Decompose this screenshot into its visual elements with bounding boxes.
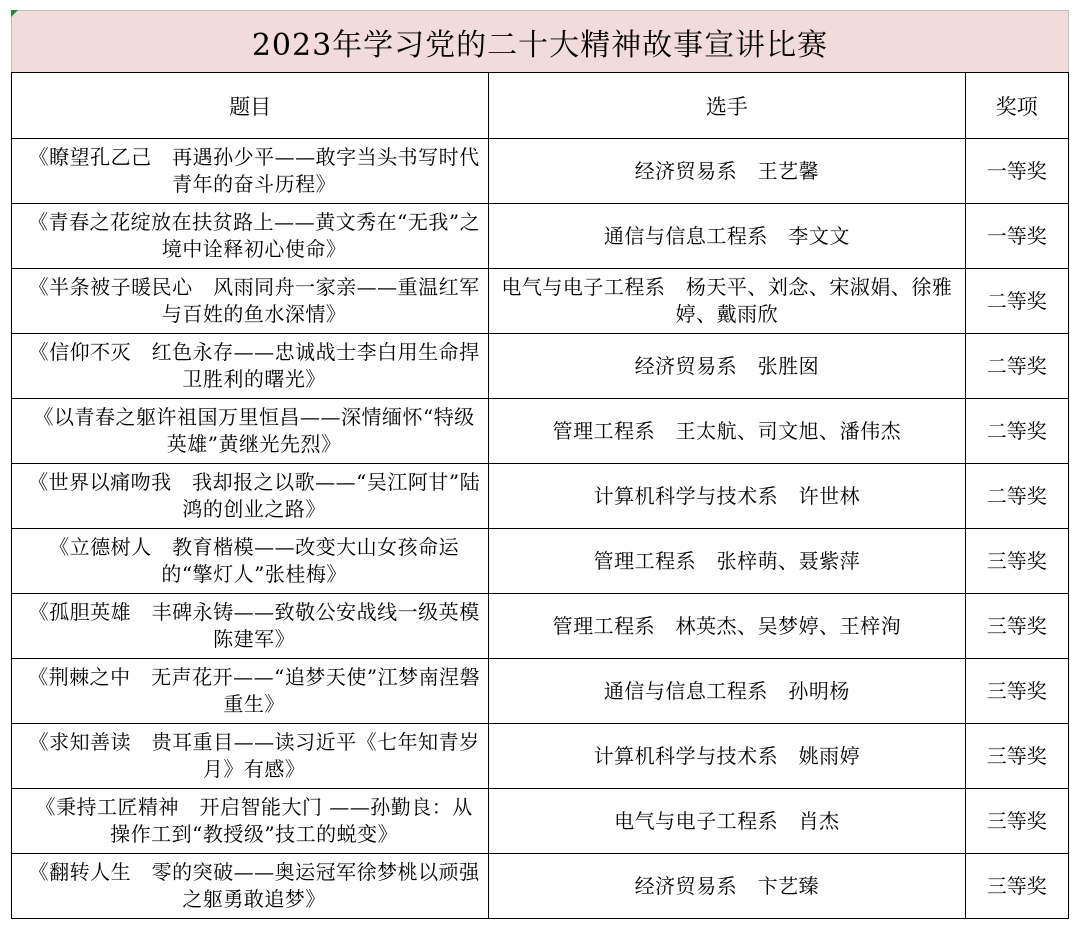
- player-cell: 管理工程系 王太航、司文旭、潘伟杰: [489, 399, 965, 464]
- award-cell: 三等奖: [965, 854, 1068, 919]
- topic-cell: [12, 334, 489, 399]
- player-cell: 通信与信息工程系 李文文: [489, 204, 965, 269]
- topic-text: 《求知善读 贵耳重目——读习近平《七年知青岁月》有感》: [28, 730, 480, 781]
- topic-text: 《青春之花绽放在扶贫路上——黄文秀在“无我”之境中诠释初心使命》: [28, 210, 481, 261]
- table-row: [12, 659, 1069, 724]
- header-topic: 题目: [12, 73, 489, 139]
- topic-cell: [12, 854, 489, 919]
- topic-cell: [12, 724, 489, 789]
- topic-cell: [12, 139, 489, 204]
- player-cell: 经济贸易系 卞艺臻: [489, 854, 965, 919]
- award-cell: 三等奖: [965, 659, 1068, 724]
- table-row: [12, 594, 1069, 659]
- topic-text: 《荆棘之中 无声花开——“追梦天使”江梦南涅磐重生》: [28, 665, 481, 716]
- table-row: [12, 529, 1069, 594]
- player-cell: 经济贸易系 张胜囡: [489, 334, 965, 399]
- player-cell: 管理工程系 林英杰、吴梦婷、王梓洵: [489, 594, 965, 659]
- player-cell: 管理工程系 张梓萌、聂紫萍: [489, 529, 965, 594]
- award-cell: 三等奖: [965, 789, 1068, 854]
- topic-text: 《世界以痛吻我 我却报之以歌——“吴江阿甘”陆鸿的创业之路》: [28, 470, 481, 521]
- player-cell: 计算机科学与技术系 姚雨婷: [489, 724, 965, 789]
- award-cell: 二等奖: [965, 269, 1068, 334]
- table-row: [12, 399, 1069, 464]
- topic-cell: [12, 529, 489, 594]
- table-row: [12, 724, 1069, 789]
- award-cell: 二等奖: [965, 334, 1068, 399]
- table-row: [12, 204, 1069, 269]
- award-cell: 二等奖: [965, 464, 1068, 529]
- topic-cell: [12, 594, 489, 659]
- award-cell: 三等奖: [965, 529, 1068, 594]
- table-row: [12, 139, 1069, 204]
- award-cell: 三等奖: [965, 594, 1068, 659]
- award-cell: 二等奖: [965, 399, 1068, 464]
- topic-cell: [12, 659, 489, 724]
- player-cell: 电气与电子工程系 杨天平、刘念、宋淑娟、徐雅婷、戴雨欣: [489, 269, 965, 334]
- table-title: 2023年学习党的二十大精神故事宣讲比赛: [12, 11, 1069, 73]
- topic-text: 《秉持工匠精神 开启智能大门 ——孙勤良：从操作工到“教授级”技工的蜕变》: [35, 795, 473, 846]
- title-row: [12, 11, 1069, 73]
- topic-cell: [12, 399, 489, 464]
- topic-text: 《翻转人生 零的突破——奥运冠军徐梦桃以顽强之躯勇敢追梦》: [28, 860, 480, 911]
- topic-text: 《信仰不灭 红色永存——忠诚战士李白用生命捍卫胜利的曙光》: [28, 340, 480, 391]
- topic-cell: [12, 269, 489, 334]
- table-row: [12, 789, 1069, 854]
- award-cell: 一等奖: [965, 204, 1068, 269]
- topic-cell: [12, 464, 489, 529]
- cell-indicator-mark: [11, 10, 18, 17]
- topic-text: 《立德树人 教育楷模——改变大山女孩命运的“擎灯人”张桂梅》: [49, 535, 460, 586]
- topic-text: 《瞭望孔乙己 再遇孙少平——敢字当头书写时代青年的奋斗历程》: [28, 145, 480, 196]
- topic-cell: [12, 204, 489, 269]
- topic-text: 《半条被子暖民心 风雨同舟一家亲——重温红军与百姓的鱼水深情》: [28, 275, 480, 326]
- topic-text: 《以青春之躯许祖国万里恒昌——深情缅怀“特级英雄”黄继光先烈》: [33, 405, 475, 456]
- header-row: [12, 73, 1069, 139]
- award-cell: 一等奖: [965, 139, 1068, 204]
- header-player: 选手: [489, 73, 965, 139]
- award-cell: 三等奖: [965, 724, 1068, 789]
- topic-cell: [12, 789, 489, 854]
- table-row: [12, 334, 1069, 399]
- topic-text: 《孤胆英雄 丰碑永铸——致敬公安战线一级英模陈建军》: [28, 600, 480, 651]
- header-award: 奖项: [965, 73, 1068, 139]
- table-row: [12, 269, 1069, 334]
- player-cell: 计算机科学与技术系 许世林: [489, 464, 965, 529]
- table-row: [12, 464, 1069, 529]
- player-cell: 电气与电子工程系 肖杰: [489, 789, 965, 854]
- player-cell: 经济贸易系 王艺馨: [489, 139, 965, 204]
- table-row: [12, 854, 1069, 919]
- award-table: [11, 10, 1069, 919]
- player-cell: 通信与信息工程系 孙明杨: [489, 659, 965, 724]
